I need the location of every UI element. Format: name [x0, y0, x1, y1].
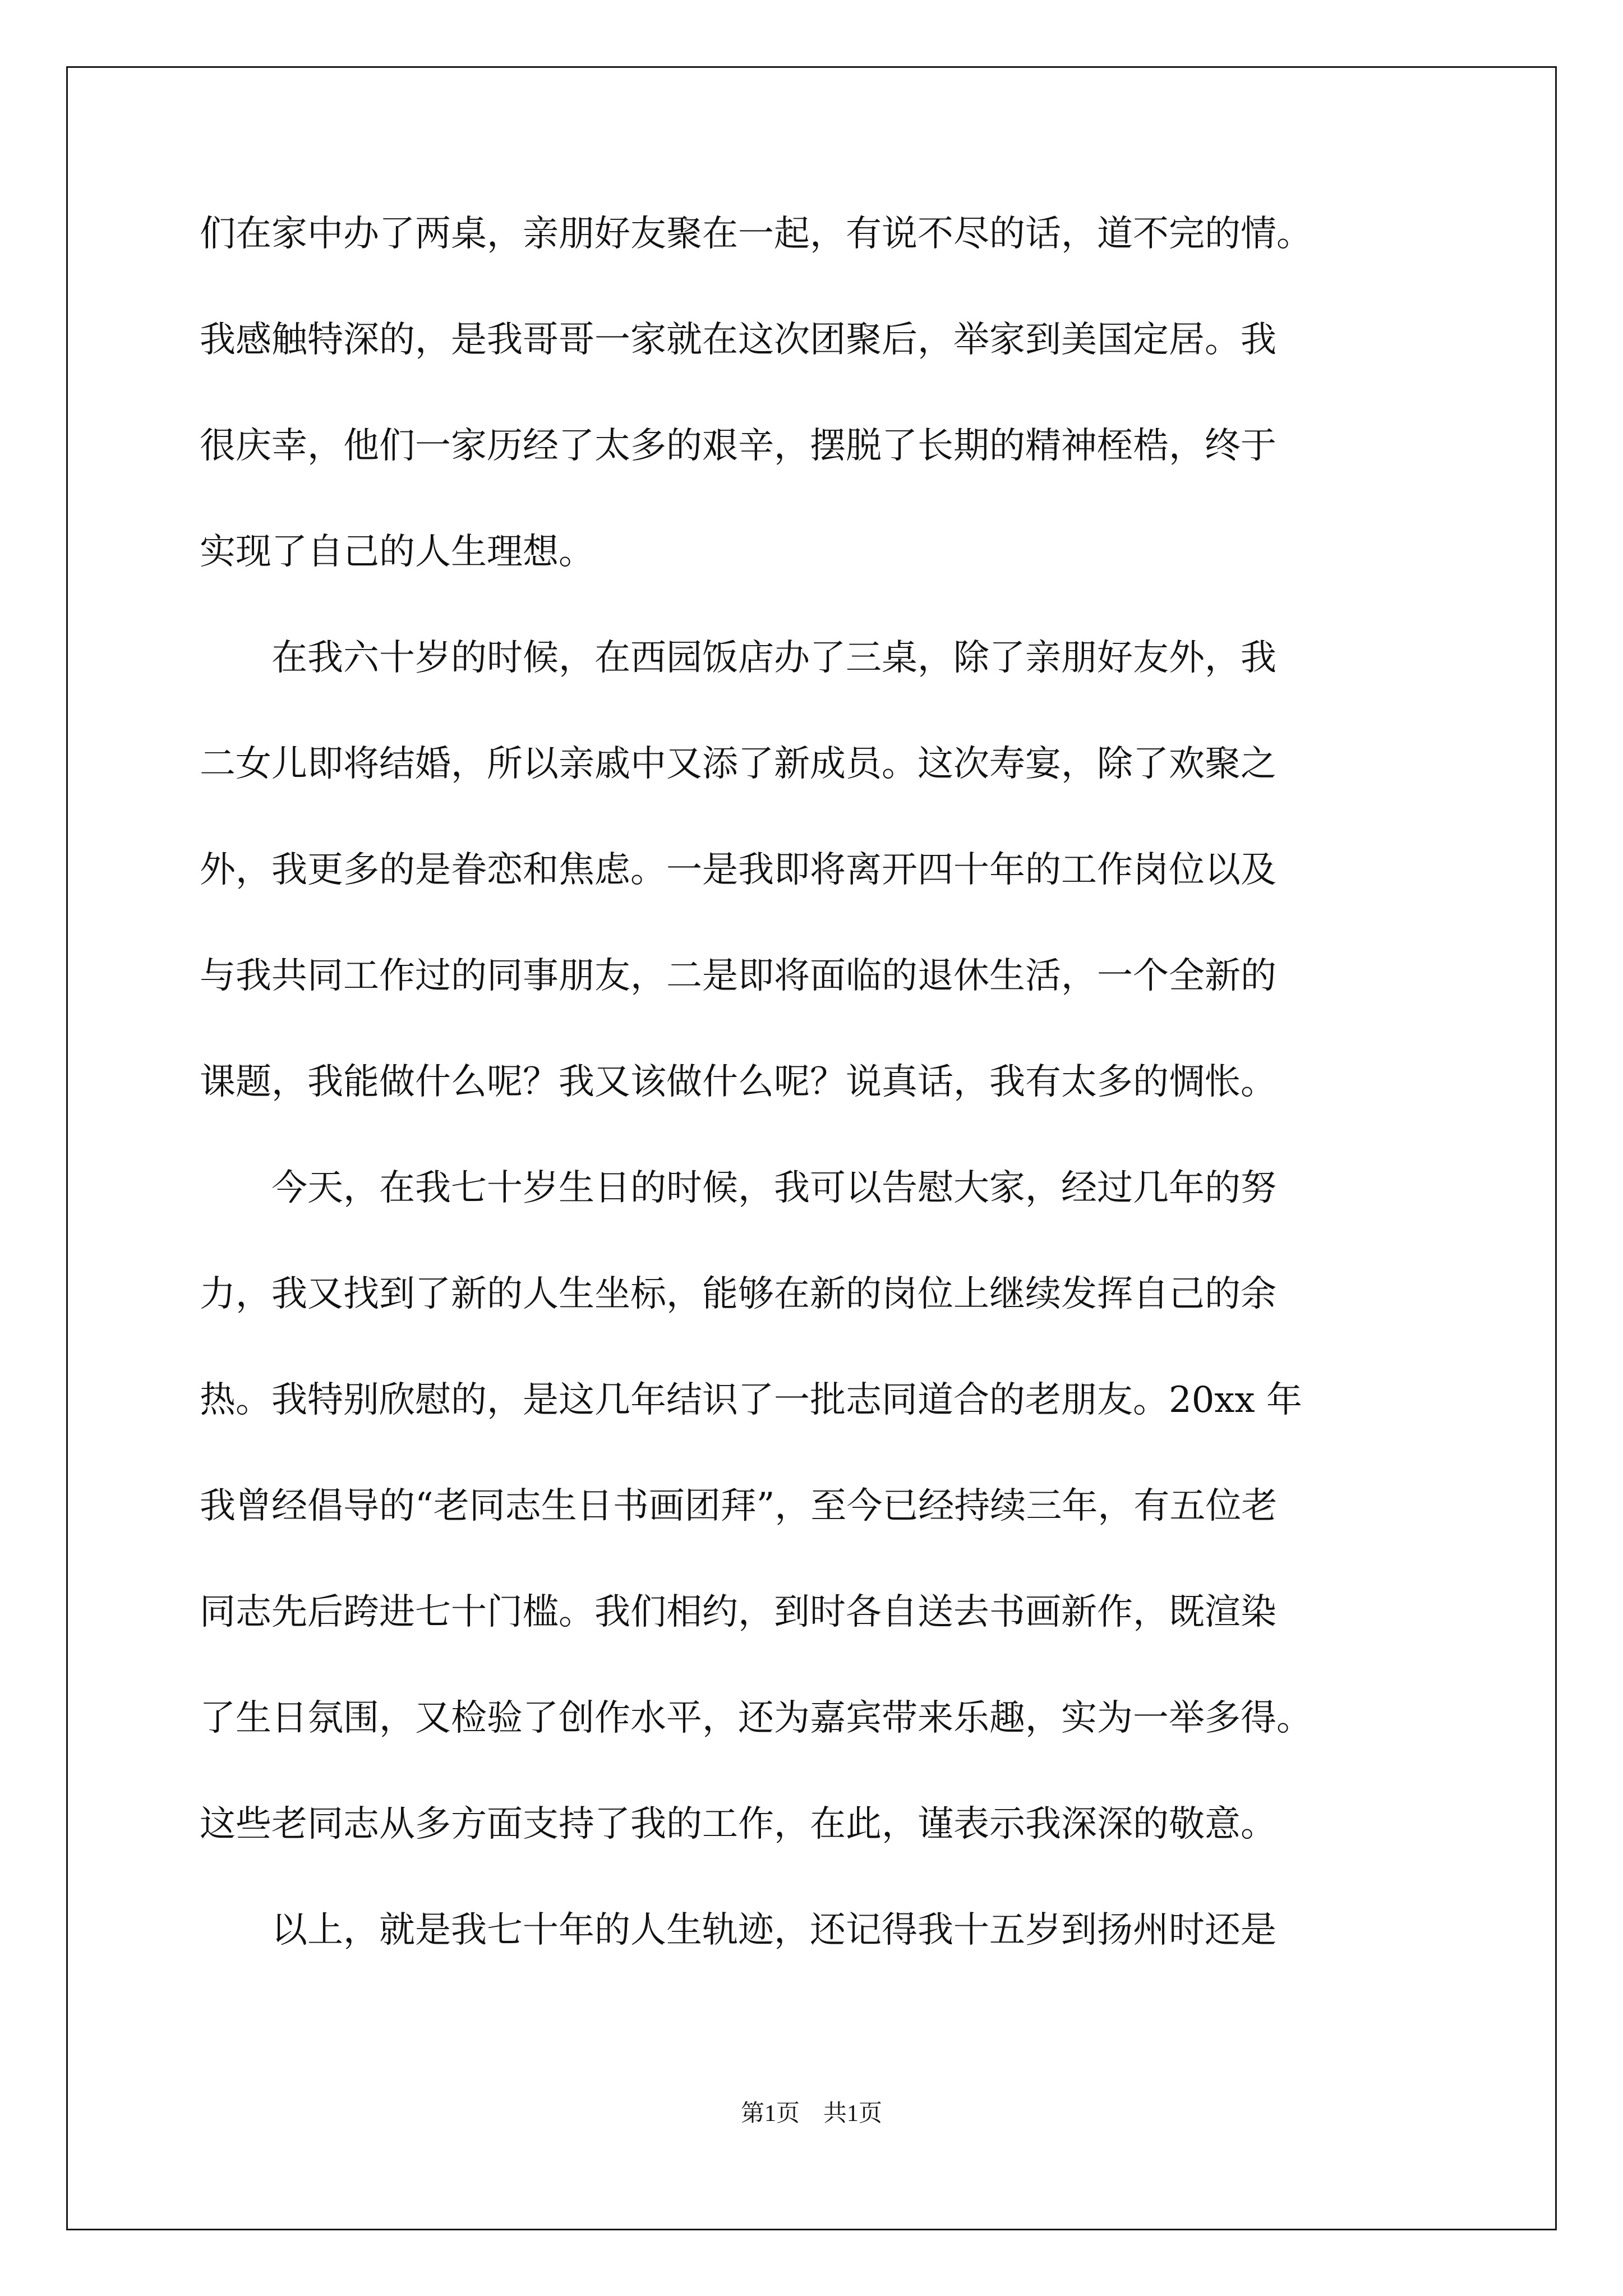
text-line: 同志先后跨进七十门槛。我们相约，到时各自送去书画新作，既渲染	[200, 1591, 1276, 1633]
text-line: 热。我特别欣慰的，是这几年结识了一批志同道合的老朋友。20xx 年	[200, 1379, 1302, 1421]
text-line: 力，我又找到了新的人生坐标，能够在新的岗位上继续发挥自己的余	[200, 1273, 1276, 1315]
text-line: 与我共同工作过的同事朋友，二是即将面临的退休生活，一个全新的	[200, 955, 1276, 997]
text-line: 在我六十岁的时候，在西园饭店办了三桌，除了亲朋好友外，我	[200, 637, 1276, 679]
text-line: 今天，在我七十岁生日的时候，我可以告慰大家，经过几年的努	[200, 1167, 1276, 1209]
text-line: 以上，就是我七十年的人生轨迹，还记得我十五岁到扬州时还是	[200, 1910, 1276, 1951]
text-line: 很庆幸，他们一家历经了太多的艰辛，摆脱了长期的精神桎梏，终于	[200, 425, 1276, 467]
text-line: 我曾经倡导的“老同志生日书画团拜”，至今已经持续三年，有五位老	[200, 1485, 1278, 1527]
text-line: 我感触特深的，是我哥哥一家就在这次团聚后，举家到美国定居。我	[200, 319, 1276, 361]
text-line: 课题，我能做什么呢？我又该做什么呢？说真话，我有太多的惆怅。	[200, 1061, 1276, 1103]
text-line: 实现了自己的人生理想。	[200, 531, 594, 573]
page-footer: 第1页 共1页	[740, 2101, 882, 2127]
text-line: 二女儿即将结婚，所以亲戚中又添了新成员。这次寿宴，除了欢聚之	[200, 743, 1276, 785]
text-line: 们在家中办了两桌，亲朋好友聚在一起，有说不尽的话，道不完的情。	[200, 213, 1312, 255]
text-line: 了生日氛围，又检验了创作水平，还为嘉宾带来乐趣，实为一举多得。	[200, 1697, 1312, 1739]
text-line: 外，我更多的是眷恋和焦虑。一是我即将离开四十年的工作岗位以及	[200, 849, 1276, 891]
text-line: 这些老同志从多方面支持了我的工作，在此，谨表示我深深的敬意。	[200, 1803, 1276, 1845]
